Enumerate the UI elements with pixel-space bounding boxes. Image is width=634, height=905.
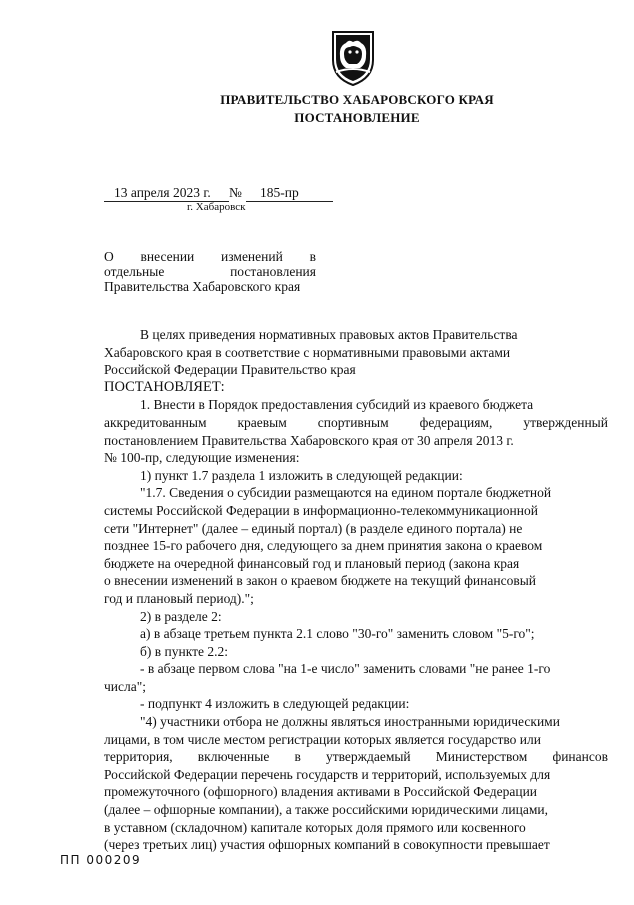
word: в	[294, 749, 301, 765]
body-line: "4) участники отбора не должны являться иностранными юридическими	[140, 714, 560, 730]
resolve-heading: ПОСТАНОВЛЯЕТ:	[104, 378, 225, 395]
body-line	[104, 748, 608, 766]
subject-line: Правительства Хабаровского края	[104, 279, 301, 294]
body-line: а) в абзаце третьем пункта 2.1 слово "30-го" заменить словом "5-го";	[140, 626, 535, 642]
word: аккредитованным	[104, 414, 207, 430]
body-line: "1.7. Сведения о субсидии размещаются на едином портале бюджетной	[140, 485, 552, 501]
body-line: о внесении изменений в закон о краевом бюджете на текущий финансовый	[104, 573, 537, 589]
subject-line: О внесении изменений в	[104, 249, 316, 264]
body-line: (далее – офшорные компании), а также российскими юридическими лицами,	[104, 802, 548, 818]
body-line: Российской Федерации перечень государств и территорий, используемых для	[104, 766, 551, 782]
body-line: (через третьих лиц) участия офшорных компаний в совокупности превышает	[104, 837, 550, 853]
body-line: Российской Федерации Правительство края	[104, 362, 356, 378]
body-line: постановлением Правительства Хабаровского края от 30 апреля 2013 г.	[104, 432, 514, 448]
word: Министерством	[435, 749, 528, 765]
body-line: 2) в разделе 2:	[140, 608, 222, 624]
body-line: числа";	[104, 678, 146, 694]
body-line: лицами, в том числе местом регистрации которых является государство или	[104, 731, 541, 747]
body-line: Хабаровского края в соответствие с нормативными правовыми актами	[104, 344, 511, 360]
word: спортивным	[317, 414, 389, 430]
body-line: сети "Интернет" (далее – единый портал) (в разделе единого портала) не	[104, 520, 523, 536]
document-city: г. Хабаровск	[187, 201, 246, 213]
word: краевым	[237, 414, 287, 430]
document-subject	[104, 249, 316, 294]
document-date: 13 апреля 2023 г.	[114, 185, 211, 200]
number-label: №	[229, 185, 242, 200]
word: федерациям,	[419, 414, 493, 430]
document-body	[104, 326, 608, 854]
body-line: № 100-пр, следующие изменения:	[104, 450, 300, 466]
body-line: В целях приведения нормативных правовых актов Правительства	[140, 327, 518, 342]
word: территория,	[104, 749, 173, 765]
document-number: 185-пр	[260, 185, 299, 200]
body-line: год и плановый период).";	[104, 590, 254, 606]
body-line: 1) пункт 1.7 раздела 1 изложить в следующей редакции:	[140, 467, 463, 483]
body-line: в уставном (складочном) капитале которых доля прямого или косвенного	[104, 819, 526, 835]
word: финансов	[552, 749, 608, 765]
footer-code: ПП 000209	[60, 853, 142, 867]
body-line: 1. Внести в Порядок предоставления субсидий из краевого бюджета	[140, 397, 534, 413]
body-line: промежуточного (офшорного) владения активами в Российской Федерации	[104, 784, 538, 800]
body-line: бюджете на очередной финансовый год и плановый период (закона края	[104, 555, 520, 571]
document-type-title: ПОСТАНОВЛЕНИЕ	[294, 110, 420, 125]
body-line: - в абзаце первом слова "на 1-е число" заменить словами "не ранее 1-го	[140, 661, 551, 677]
body-line: позднее 15-го рабочего дня, следующего за днем принятия закона о краевом	[104, 538, 543, 554]
word: утверждаемый	[325, 749, 411, 765]
khabarovsk-bear-emblem-icon	[330, 30, 376, 86]
word: включенные	[197, 749, 270, 765]
government-title: ПРАВИТЕЛЬСТВО ХАБАРОВСКОГО КРАЯ	[220, 92, 494, 107]
body-line	[104, 414, 608, 432]
word: утвержденный	[523, 414, 608, 430]
number-underline	[246, 201, 333, 202]
body-line: системы Российской Федерации в информационно-телекоммуникационной	[104, 502, 538, 518]
body-line: - подпункт 4 изложить в следующей редакции:	[140, 696, 410, 712]
body-line: б) в пункте 2.2:	[140, 643, 228, 659]
subject-line: отдельные постановления	[104, 264, 316, 279]
